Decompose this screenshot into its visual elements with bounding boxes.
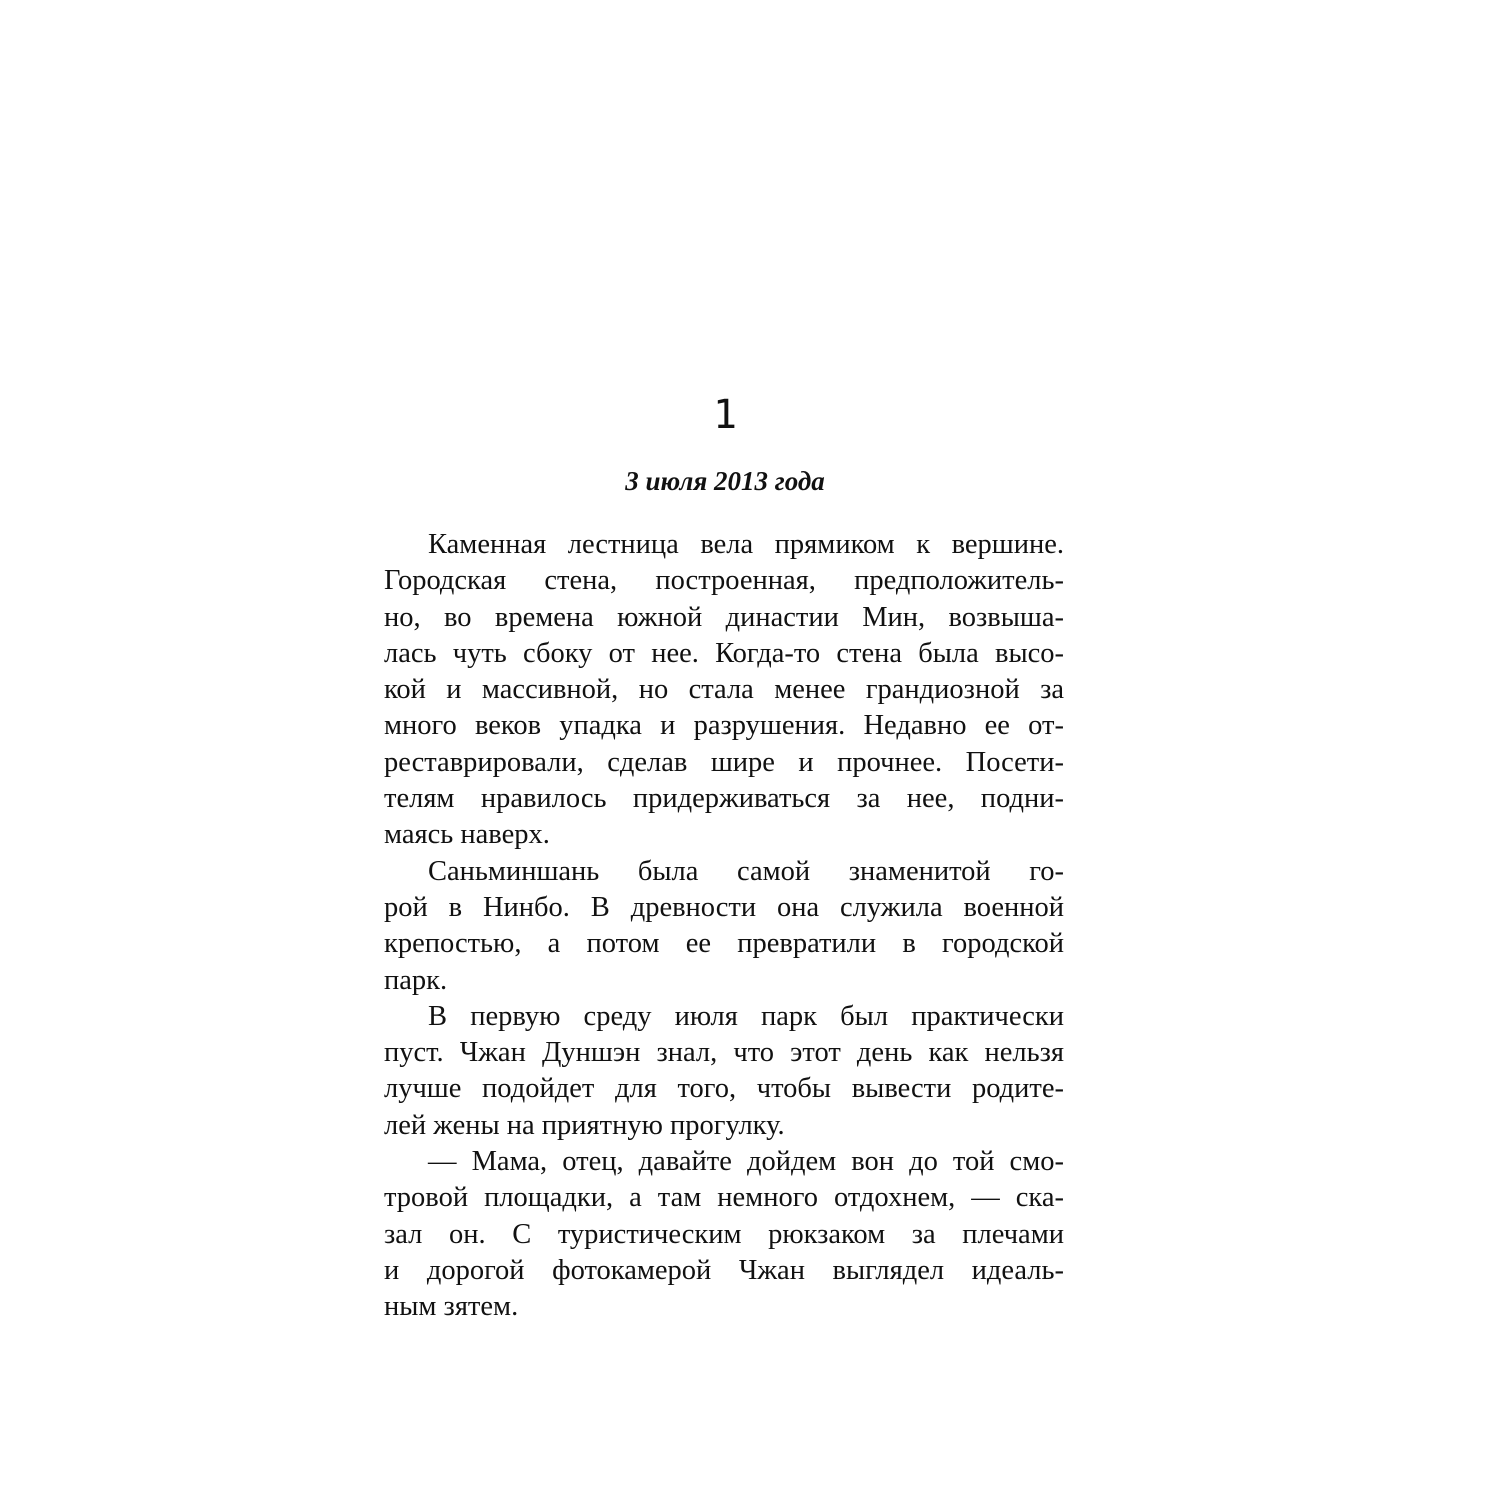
text-line: тровой площадки, а там немного отдохнем, — ска- bbox=[384, 1182, 1064, 1214]
text-line: лучше подойдет для того, чтобы вывести родите- bbox=[384, 1073, 1064, 1105]
text-line: зал он. С туристическим рюкзаком за плечами bbox=[384, 1218, 1064, 1250]
text-line: ным зятем. bbox=[384, 1291, 519, 1323]
text-line: лей жены на приятную прогулку. bbox=[384, 1109, 785, 1141]
chapter-date: 3 июля 2013 года bbox=[625, 466, 825, 496]
text-line: кой и массивной, но стала менее грандиозной за bbox=[384, 674, 1064, 706]
text-line: Городская стена, построенная, предположитель- bbox=[384, 565, 1064, 597]
text-line: лась чуть сбоку от нее. Когда-то стена была высо- bbox=[384, 637, 1064, 669]
chapter-number: 1 bbox=[712, 392, 738, 438]
text-line: парк. bbox=[384, 964, 448, 996]
text-line: — Мама, отец, давайте дойдем вон до той смо- bbox=[428, 1146, 1064, 1178]
text-line: пуст. Чжан Дуншэн знал, что этот день как нельзя bbox=[384, 1037, 1064, 1069]
body-text bbox=[384, 527, 1064, 1326]
text-line: Каменная лестница вела прямиком к вершине. bbox=[428, 529, 1064, 560]
text-line: и дорогой фотокамерой Чжан выглядел идеаль- bbox=[384, 1254, 1064, 1286]
text-line: много веков упадка и разрушения. Недавно ее от- bbox=[384, 710, 1064, 742]
text-line: но, во времена южной династии Мин, возвыша- bbox=[384, 601, 1064, 633]
text-line: В первую среду июля парк был практически bbox=[428, 1000, 1064, 1032]
text-line: крепостью, а потом ее превратили в городской bbox=[384, 928, 1064, 960]
text-line: маясь наверх. bbox=[384, 819, 550, 851]
text-line: реставрировали, сделав шире и прочнее. Посети- bbox=[384, 746, 1064, 778]
text-line: Саньминшань была самой знаменитой го- bbox=[428, 855, 1064, 887]
text-line: рой в Нинбо. В древности она служила военной bbox=[384, 891, 1064, 923]
text-line: телям нравилось придерживаться за нее, подни- bbox=[384, 783, 1064, 815]
